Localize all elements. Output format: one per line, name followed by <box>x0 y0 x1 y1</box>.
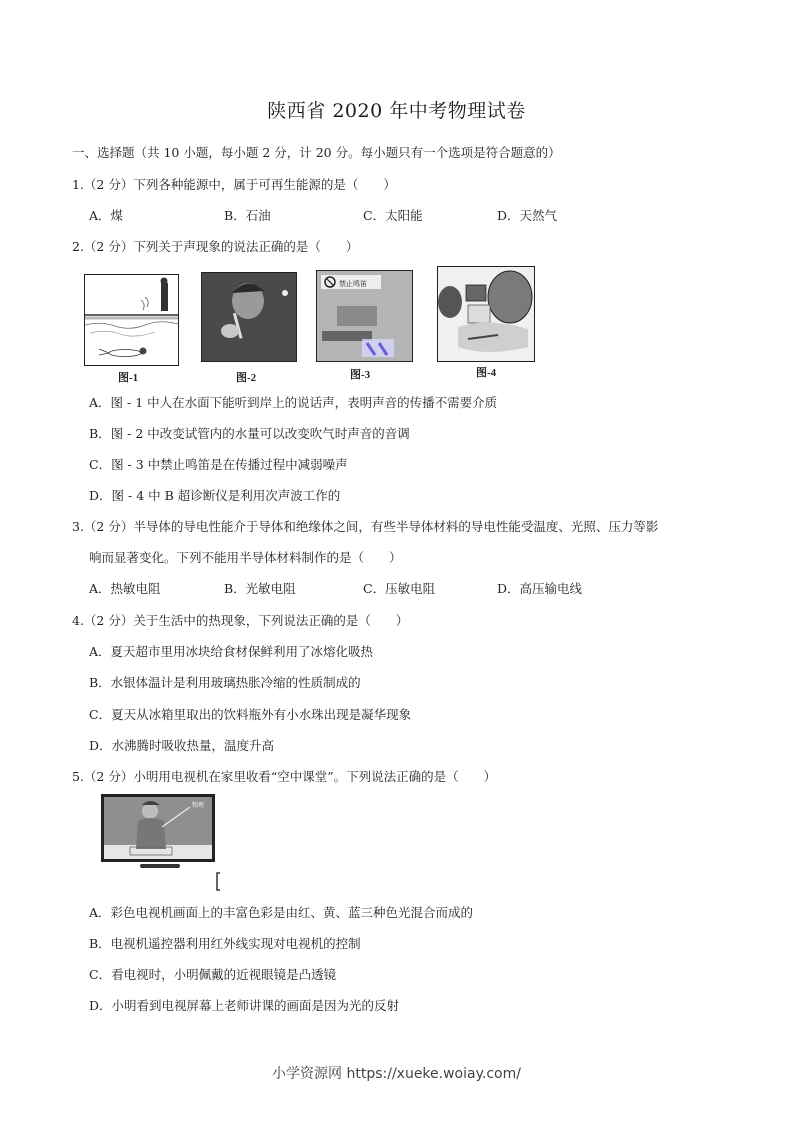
question-2-option-b: B．图 - 2 中改变试管内的水量可以改变吹气时声音的音调 <box>89 426 410 441</box>
question-3-option-c: C．压敏电阻 <box>363 581 436 596</box>
tv-screen-label: 物理 <box>192 802 205 809</box>
question-5-option-b: B．电视机遥控器利用红外线实现对电视机的控制 <box>89 936 361 951</box>
figure-4-caption: 图-4 <box>476 367 497 379</box>
television-icon <box>100 793 225 893</box>
no-honking-sign-text: 禁止鸣笛 <box>339 280 367 288</box>
question-5-stem: 5.（2 分）小明用电视机在家里收看“空中课堂”。下列说法正确的是（ ） <box>72 769 497 784</box>
question-1-option-b: B．石油 <box>224 208 271 223</box>
page-title: 陕西省 2020 年中考物理试卷 <box>267 100 526 122</box>
question-3-option-a: A．热敏电阻 <box>89 581 161 596</box>
question-3-stem-line-1: 3.（2 分）半导体的导电性能介于导体和绝缘体之间，有些半导体材料的导电性能受温度、光照、压力等影 <box>72 519 659 534</box>
question-3-option-b: B．光敏电阻 <box>224 581 296 596</box>
question-4-option-a: A．夏天超市里用冰块给食材保鲜利用了冰熔化吸热 <box>89 644 374 659</box>
question-5-option-d: D．小明看到电视屏幕上老师讲课的画面是因为光的反射 <box>89 998 400 1013</box>
question-2-option-a: A．图 - 1 中人在水面下能听到岸上的说话声，表明声音的传播不需要介质 <box>89 395 498 410</box>
swimmer-illustration-icon <box>85 275 178 365</box>
no-honking-street-icon <box>317 271 412 361</box>
question-1-stem: 1.（2 分）下列各种能源中，属于可再生能源的是（ ） <box>72 177 396 192</box>
question-4-option-d: D．水沸腾时吸收热量，温度升高 <box>89 738 275 753</box>
question-4-option-c: C．夏天从冰箱里取出的饮料瓶外有小水珠出现是凝华现象 <box>89 707 412 722</box>
question-1-option-d: D．天然气 <box>497 208 558 223</box>
tv-lesson-image <box>100 793 215 870</box>
figure-2-caption: 图-2 <box>236 372 257 384</box>
figure-3-image <box>316 270 413 362</box>
question-2-option-d: D．图 - 4 中 B 超诊断仪是利用次声波工作的 <box>89 488 341 503</box>
question-5-option-a: A．彩色电视机画面上的丰富色彩是由红、黄、蓝三种色光混合而成的 <box>89 905 474 920</box>
figure-2-image <box>201 272 297 362</box>
boy-blowing-tube-icon <box>202 273 296 361</box>
figure-4-image <box>437 266 535 362</box>
question-3-option-d: D．高压输电线 <box>497 581 583 596</box>
question-5-option-c: C．看电视时，小明佩戴的近视眼镜是凸透镜 <box>89 967 337 982</box>
figure-1-image <box>84 274 179 366</box>
question-3-stem-line-2: 响而显著变化。下列不能用半导体材料制作的是（ ） <box>89 550 402 565</box>
ultrasound-machine-icon <box>438 267 534 361</box>
question-2-stem: 2.（2 分）下列关于声现象的说法正确的是（ ） <box>72 239 359 254</box>
figure-3-caption: 图-3 <box>350 369 371 381</box>
question-2-option-c: C．图 - 3 中禁止鸣笛是在传播过程中减弱噪声 <box>89 457 348 472</box>
question-4-stem: 4.（2 分）关于生活中的热现象，下列说法正确的是（ ） <box>72 613 409 628</box>
figure-1-caption: 图-1 <box>118 372 139 384</box>
question-1-option-c: C．太阳能 <box>363 208 423 223</box>
question-1-option-a: A．煤 <box>89 208 124 223</box>
section-heading: 一、选择题（共 10 小题，每小题 2 分，计 20 分。每小题只有一个选项是符合题意的） <box>72 145 561 160</box>
question-4-option-b: B．水银体温计是利用玻璃热胀冷缩的性质制成的 <box>89 675 361 690</box>
footer-watermark: 小学资源网 https://xueke.woiay.com/ <box>272 1066 521 1082</box>
